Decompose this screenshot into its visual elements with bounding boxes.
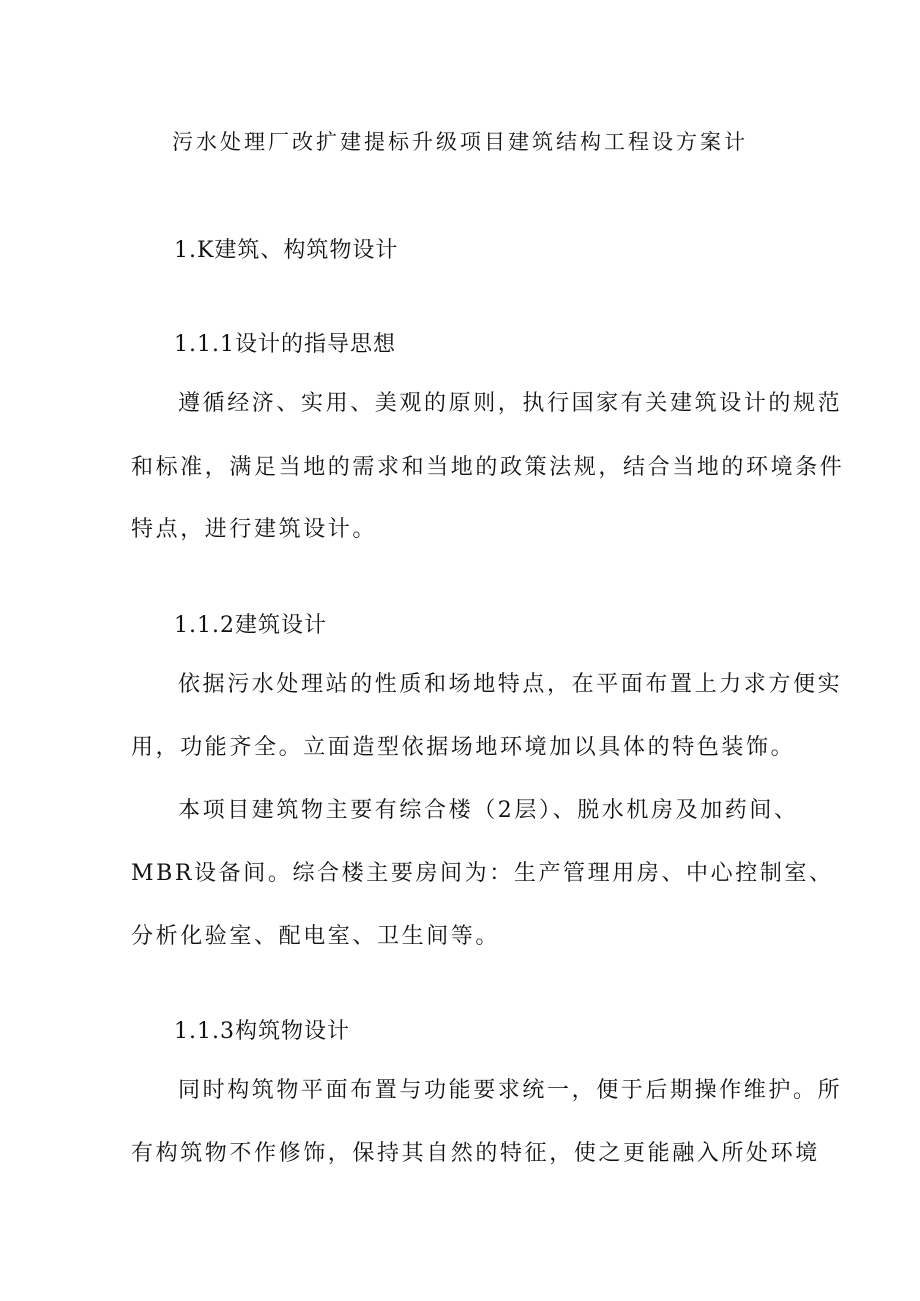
paragraph-line: 有构筑物不作修饰，保持其自然的特征，使之更能融入所处环境	[131, 1141, 820, 1166]
paragraph-line: MBR设备间。综合楼主要房间为：生产管理用房、中心控制室、	[131, 861, 834, 886]
paragraph-line: 和标准，满足当地的需求和当地的政策法规，结合当地的环境条件	[131, 455, 845, 480]
paragraph-line: 特点，进行建筑设计。	[131, 517, 378, 542]
section-heading-1: 1.K建筑、构筑物设计	[174, 238, 399, 263]
paragraph-line: 遵循经济、实用、美观的原则，执行国家有关建筑设计的规范	[178, 391, 843, 416]
section-heading-1-1-3: 1.1.3构筑物设计	[174, 1019, 350, 1044]
section-heading-1-1-2: 1.1.2建筑设计	[174, 613, 327, 638]
paragraph-line: 分析化验室、配电室、卫生间等。	[131, 924, 501, 949]
paragraph-line: 同时构筑物平面布置与功能要求统一，便于后期操作维护。所	[178, 1078, 843, 1103]
paragraph-line: 依据污水处理站的性质和场地特点，在平面布置上力求方便实	[178, 672, 843, 697]
section-heading-1-1-1: 1.1.1设计的指导思想	[174, 332, 396, 357]
document-title: 污水处理厂改扩建提标升级项目建筑结构工程设方案计	[172, 130, 748, 154]
paragraph-line: 用，功能齐全。立面造型依据场地环境加以具体的特色装饰。	[131, 735, 796, 760]
paragraph-line: 本项目建筑物主要有综合楼（2层）、脱水机房及加药间、	[178, 798, 799, 823]
